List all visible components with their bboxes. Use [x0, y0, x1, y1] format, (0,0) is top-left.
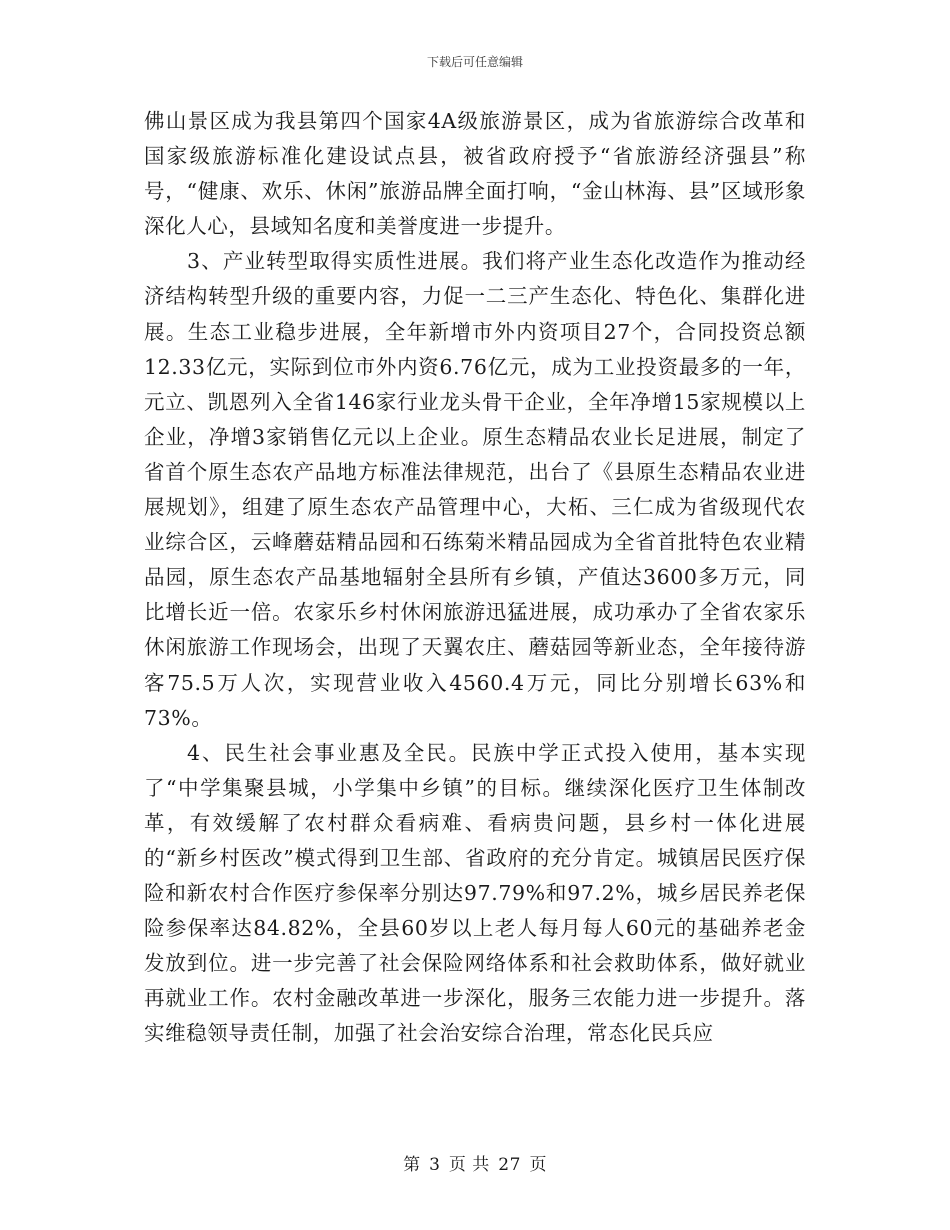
- page-label-suffix: 页: [529, 1155, 547, 1175]
- paragraph-industry-transformation: 3、产业转型取得实质性进展。我们将产业生态化改造作为推动经济结构转型升级的重要内容，力促一二三产生态化、特色化、集群化进展。生态工业稳步进展，全年新增市外内资项目27个，合同投资总额12.33亿元，实际到位市外内资6.76亿元，成为工业投资最多的一年，元立、凯恩列入全省146家行业龙头骨干企业，全年净增15家规模以上企业，净增3家销售亿元以上企业。原生态精品农业长足进展，制定了省首个原生态农产品地方标准法律规范，出台了《县原生态精品农业进展规划》，组建了原生态农产品管理中心，大柘、三仁成为省级现代农业综合区，云峰蘑菇精品园和石练菊米精品园成为全省首批特色农业精品园，原生态农产品基地辐射全县所有乡镇，产值达3600多万元，同比增长近一倍。农家乐乡村休闲旅游迅猛进展，成功承办了全省农家乐休闲旅游工作现场会，出现了天翼农庄、蘑菇园等新业态，全年接待游客75.5万人次，实现营业收入4560.4万元，同比分别增长63%和73%。: [144, 249, 806, 730]
- page-header: 下载后可任意编辑: [426, 55, 523, 69]
- page-label-prefix: 第: [403, 1155, 421, 1175]
- paragraph-livelihood: 4、民生社会事业惠及全民。民族中学正式投入使用，基本实现了“中学集聚县城，小学集中乡镇”的目标。继续深化医疗卫生体制改革，有效缓解了农村群众看病难、看病贵问题，县乡村一体化进展的“新乡村医改”模式得到卫生部、省政府的充分肯定。城镇居民医疗保险和新农村合作医疗参保率分别达97.79%和97.2%，城乡居民养老保险参保率达84.82%，全县60岁以上老人每月每人60元的基础养老金发放到位。进一步完善了社会保险网络体系和社会救助体系，做好就业再就业工作。农村金融改革进一步深化，服务三农能力进一步提升。落实维稳领导责任制，加强了社会治安综合治理，常态化民兵应: [144, 740, 806, 1046]
- document-body: [144, 104, 806, 1052]
- page-footer: [0, 1154, 950, 1176]
- page-current-number: 3: [429, 1155, 441, 1175]
- page-label-middle: 页 共: [448, 1155, 490, 1175]
- paragraph-continuation: 佛山景区成为我县第四个国家4A级旅游景区，成为省旅游综合改革和国家级旅游标准化建设试点县，被省政府授予“省旅游经济强县”称号，“健康、欢乐、休闲”旅游品牌全面打响，“金山林海、县”区域形象深化人心，县域知名度和美誉度进一步提升。: [144, 109, 806, 239]
- page-total-number: 27: [498, 1155, 521, 1175]
